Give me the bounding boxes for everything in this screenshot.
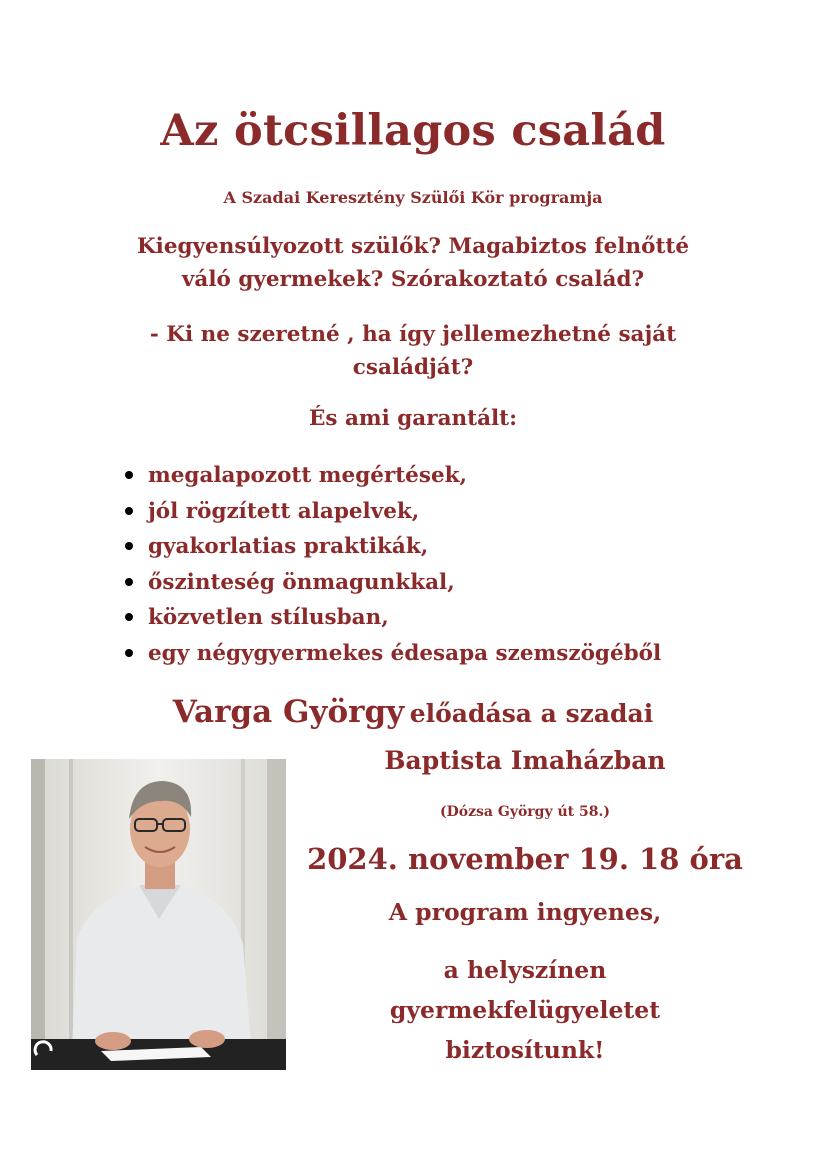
guarantee-heading: És ami garantált: (308, 406, 518, 431)
bullet-icon (125, 471, 133, 479)
bullet-icon (125, 507, 133, 515)
intro-question-line: váló gyermekek? Szórakoztató család? (181, 267, 645, 292)
list-item (120, 636, 661, 672)
intro-questions (0, 230, 826, 296)
benefit-list (120, 458, 661, 671)
poster-subtitle: A Szadai Keresztény Szülői Kör programja (223, 188, 603, 207)
venue-name: Baptista Imaházban (384, 746, 666, 775)
list-item-text: gyakorlatias praktikák, (148, 534, 429, 559)
list-item (120, 529, 661, 565)
list-item (120, 494, 661, 530)
speaker-line (0, 694, 826, 730)
list-item-text: közvetlen stílusban, (148, 605, 389, 630)
venue-address: (Dózsa György út 58.) (440, 804, 610, 820)
childcare-info (290, 950, 760, 1070)
childcare-line: gyermekfelügyeletet (389, 996, 661, 1024)
speaker-name: Varga György (172, 694, 405, 730)
speaker-photo (31, 759, 286, 1070)
speaker-talk-text: előadása a szadai (409, 699, 654, 728)
rhetorical-question-line: - Ki ne szeretné , ha így jellemezhetné saját (149, 322, 677, 347)
intro-question-line: Kiegyensúlyozott szülők? Magabiztos felnőtté (136, 234, 689, 259)
list-item-text: őszinteség önmagunkkal, (148, 569, 455, 595)
poster-title: Az ötcsillagos család (160, 106, 666, 156)
bullet-icon (125, 578, 133, 586)
childcare-line: a helyszínen (443, 956, 607, 984)
rhetorical-question-line: családját? (352, 355, 474, 380)
bullet-icon (125, 613, 133, 621)
event-date: 2024. november 19. 18 óra (307, 842, 743, 876)
list-item-text: egy négygyermekes édesapa szemszögéből (148, 640, 662, 666)
list-item (120, 600, 661, 636)
rhetorical-question (0, 318, 826, 384)
free-admission-text: A program ingyenes, (388, 898, 662, 926)
list-item-text: jól rögzített alapelvek, (148, 498, 420, 524)
list-item-text: megalapozott megértések, (148, 463, 468, 488)
list-item (120, 565, 661, 601)
bullet-icon (125, 649, 133, 657)
bullet-icon (125, 542, 133, 550)
list-item (120, 458, 661, 494)
childcare-line: biztosítunk! (445, 1036, 605, 1064)
